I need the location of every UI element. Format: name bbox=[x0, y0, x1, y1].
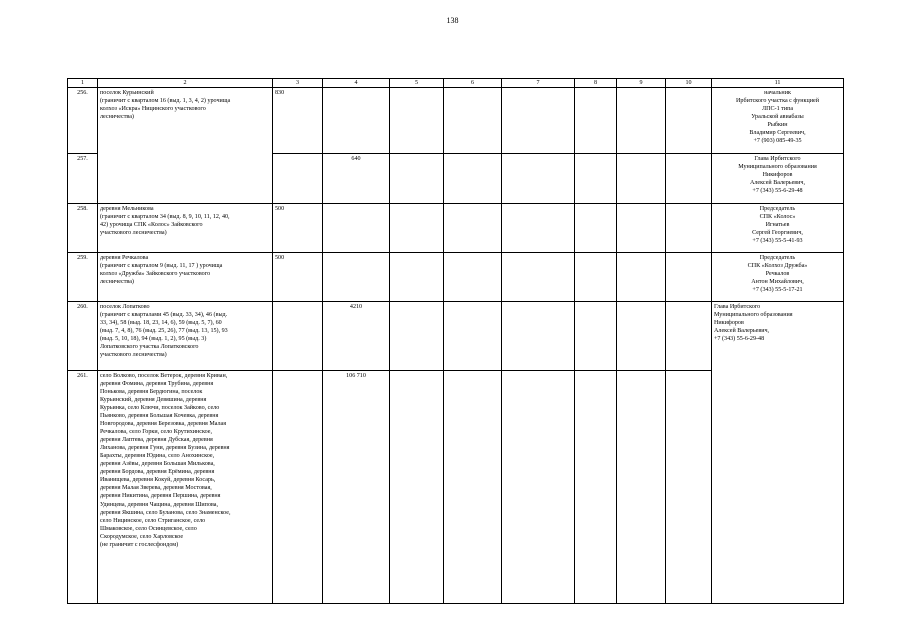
description-line: (граничит с кварталом 34 (выд. 8, 9, 10, 11, 12, 40, bbox=[100, 214, 230, 221]
empty-cell-col-7 bbox=[502, 88, 575, 154]
column-header: 8 bbox=[575, 79, 617, 88]
responsible-contact bbox=[712, 154, 844, 204]
description-line: Лопатковского участка Лопатковского bbox=[100, 344, 199, 351]
empty-cell-col-10 bbox=[666, 371, 712, 604]
contact-line: +7 (903) 085-49-35 bbox=[753, 138, 802, 145]
table-row bbox=[68, 302, 844, 371]
settlement-description bbox=[98, 302, 273, 371]
responsible-contact bbox=[712, 204, 844, 253]
contact-line: Никифоров bbox=[714, 320, 744, 327]
description-line: деревня Речкалова bbox=[100, 255, 149, 261]
empty-cell-col-9 bbox=[617, 302, 666, 371]
description-line: участкового лесничества) bbox=[100, 230, 167, 237]
contact-line: Председатель bbox=[759, 255, 796, 261]
description-line: Понькова, деревня Бердюгина, поселок bbox=[100, 389, 203, 396]
table-row bbox=[68, 204, 844, 253]
column-header: 4 bbox=[323, 79, 390, 88]
contact-line: Никифоров bbox=[762, 172, 793, 179]
value-column-4: 106 710 bbox=[323, 371, 390, 604]
row-number: 261. bbox=[68, 371, 98, 604]
contact-line: ЛПС-1 типа bbox=[761, 106, 794, 113]
description-line: колхоз «Дружба» Зайковского участкового bbox=[100, 271, 211, 278]
description-line: (граничит с кварталом 9 (выд. 11, 17 ) урочища bbox=[100, 263, 223, 270]
description-line: деревня Малая Зверева, деревня Мостовая, bbox=[100, 485, 212, 492]
description-line: деревня Азёвы, деревня Большая Милькова, bbox=[100, 461, 215, 468]
settlement-description bbox=[98, 204, 273, 253]
description-line: деревня Фомина, деревня Трубина, деревня bbox=[100, 381, 214, 388]
empty-cell-col-8 bbox=[575, 253, 617, 302]
value-column-3: 830 bbox=[273, 88, 323, 154]
empty-cell-col-6 bbox=[444, 371, 502, 604]
description-line: (выд. 5, 10, 18), 94 (выд. 1, 2), 95 (выд. 3) bbox=[100, 336, 207, 343]
empty-cell-col-10 bbox=[666, 204, 712, 253]
column-header: 11 bbox=[712, 79, 844, 88]
empty-cell-col-10 bbox=[666, 88, 712, 154]
empty-cell-col-6 bbox=[444, 154, 502, 204]
description-line: деревня Якшина, село Буланова, село Знаменское, bbox=[100, 509, 231, 516]
column-header: 6 bbox=[444, 79, 502, 88]
description-line: деревня Мельникова bbox=[100, 206, 154, 212]
description-line: Иванищева, деревня Кокуй, деревня Косарь, bbox=[100, 477, 216, 484]
contact-line: Уральской авиабазы bbox=[751, 114, 804, 121]
empty-cell-col-8 bbox=[575, 371, 617, 604]
description-line: (выд. 7, 4, 8), 76 (выд. 25, 26), 77 (выд. 13, 15), 93 bbox=[100, 328, 228, 335]
settlement-description bbox=[98, 253, 273, 302]
description-line: Курьинка, село Ключи, поселок Зайково, село bbox=[100, 405, 220, 412]
contact-line: Председатель bbox=[759, 206, 796, 212]
contact-line: Антон Михайлович, bbox=[751, 279, 804, 286]
description-line: лесничества) bbox=[100, 279, 134, 286]
column-header: 1 bbox=[68, 79, 98, 88]
contact-line: +7 (343) 55-6-29-48 bbox=[752, 188, 803, 195]
value-column-4 bbox=[323, 204, 390, 253]
contact-line: Муниципального образования bbox=[738, 164, 817, 171]
empty-cell-col-9 bbox=[617, 88, 666, 154]
contact-line: +7 (343) 55-6-29-48 bbox=[714, 336, 765, 343]
description-line: участкового лесничества) bbox=[100, 352, 167, 359]
value-column-4 bbox=[323, 253, 390, 302]
row-number: 256. bbox=[68, 88, 98, 154]
empty-cell-col-9 bbox=[617, 154, 666, 204]
header-row bbox=[68, 79, 844, 88]
empty-cell-col-5 bbox=[390, 302, 444, 371]
contact-line: Глава Ирбитского bbox=[754, 156, 801, 162]
empty-cell-col-6 bbox=[444, 302, 502, 371]
empty-cell-col-7 bbox=[502, 371, 575, 604]
description-line: колхоз «Искра» Ницинского участкового bbox=[100, 106, 206, 113]
description-line: Шмаковское, село Осинцевское, село bbox=[100, 525, 197, 532]
description-line: Скородумское, село Харловское bbox=[100, 533, 184, 540]
empty-cell-col-5 bbox=[390, 371, 444, 604]
description-line: (граничит с кварталами 45 (выд. 33, 34), 46 (выд. bbox=[100, 312, 228, 319]
settlement-description bbox=[98, 88, 273, 204]
table-row bbox=[68, 253, 844, 302]
description-line: 42) урочища СПК «Колос» Зайковского bbox=[100, 222, 203, 229]
value-column-4: 4210 bbox=[323, 302, 390, 371]
description-line: Удинцева, деревня Чащина, деревня Шипова, bbox=[100, 501, 219, 508]
column-header: 9 bbox=[617, 79, 666, 88]
empty-cell-col-8 bbox=[575, 204, 617, 253]
description-line: (граничит с кварталом 16 (выд. 1, 3, 4, 2) урочища bbox=[100, 98, 231, 105]
empty-cell-col-10 bbox=[666, 253, 712, 302]
contact-line: Ирбитского участка с функцией bbox=[736, 98, 819, 105]
column-header: 3 bbox=[273, 79, 323, 88]
contact-line: +7 (343) 55-5-41-93 bbox=[752, 238, 803, 245]
row-number: 259. bbox=[68, 253, 98, 302]
description-line: Речкалова, село Горки, село Крутихинское, bbox=[100, 429, 213, 436]
empty-cell-col-5 bbox=[390, 154, 444, 204]
empty-cell-col-7 bbox=[502, 253, 575, 302]
empty-cell-col-7 bbox=[502, 154, 575, 204]
responsible-contact bbox=[712, 88, 844, 154]
description-line: Барахты, деревня Юдина, село Анохинское, bbox=[100, 453, 215, 460]
fire-protection-table bbox=[67, 78, 844, 604]
empty-cell-col-7 bbox=[502, 302, 575, 371]
page-number: 138 bbox=[446, 16, 459, 25]
value-column-3 bbox=[273, 371, 323, 604]
row-number: 260. bbox=[68, 302, 98, 371]
empty-cell-col-6 bbox=[444, 88, 502, 154]
empty-cell-col-9 bbox=[617, 253, 666, 302]
empty-cell-col-9 bbox=[617, 204, 666, 253]
contact-line: СПК «Колос» bbox=[759, 214, 796, 221]
row-number: 257. bbox=[68, 154, 98, 204]
contact-line: Речкалов bbox=[765, 271, 790, 278]
responsible-contact bbox=[712, 302, 844, 604]
description-line: деревня Бордова, деревня Ерёмина, деревня bbox=[100, 469, 215, 476]
empty-cell-col-5 bbox=[390, 253, 444, 302]
description-line: лесничества) bbox=[100, 114, 134, 121]
contact-line: Игнатьев bbox=[765, 222, 790, 229]
empty-cell-col-5 bbox=[390, 88, 444, 154]
contact-line: Муниципального образования bbox=[714, 312, 793, 319]
value-column-4: 640 bbox=[323, 154, 390, 204]
contact-line: Сергей Георгиевич, bbox=[752, 230, 803, 237]
column-header: 2 bbox=[98, 79, 273, 88]
value-column-3 bbox=[273, 302, 323, 371]
description-line: Курьинский, деревня Девяшина, деревня bbox=[100, 397, 207, 404]
contact-line: Владимир Сергеевич, bbox=[749, 130, 806, 137]
description-line: село Ницинское, село Стриганское, село bbox=[100, 517, 206, 524]
empty-cell-col-7 bbox=[502, 204, 575, 253]
value-column-3: 500 bbox=[273, 204, 323, 253]
responsible-contact bbox=[712, 253, 844, 302]
description-line: (не граничит с гослесфондом) bbox=[100, 541, 179, 548]
description-line: село Волково, поселок Ветерок, деревня Криван, bbox=[100, 373, 228, 379]
table-row bbox=[68, 88, 844, 154]
empty-cell-col-6 bbox=[444, 204, 502, 253]
description-line: Лиханова, деревня Гуни, деревня Бузина, деревня bbox=[100, 445, 230, 452]
column-header: 5 bbox=[390, 79, 444, 88]
empty-cell-col-10 bbox=[666, 302, 712, 371]
value-column-4 bbox=[323, 88, 390, 154]
empty-cell-col-8 bbox=[575, 302, 617, 371]
description-line: деревня Лаптева, деревня Дубская, деревня bbox=[100, 437, 213, 444]
empty-cell-col-9 bbox=[617, 371, 666, 604]
contact-line: Рыбкин bbox=[767, 122, 788, 129]
contact-line: начальник bbox=[764, 90, 791, 96]
empty-cell-col-10 bbox=[666, 154, 712, 204]
contact-line: Алексей Валерьевич, bbox=[714, 328, 770, 335]
column-header: 7 bbox=[502, 79, 575, 88]
description-line: деревня Никитина, деревня Першина, деревня bbox=[100, 493, 221, 500]
description-line: поселок Курьинский bbox=[100, 90, 154, 96]
value-column-3 bbox=[273, 154, 323, 204]
contact-line: Алексей Валерьевич, bbox=[749, 180, 806, 187]
empty-cell-col-8 bbox=[575, 88, 617, 154]
contact-line: Глава Ирбитского bbox=[714, 304, 761, 310]
value-column-3: 500 bbox=[273, 253, 323, 302]
description-line: поселок Лопатково bbox=[100, 304, 150, 310]
description-line: 33, 34), 58 (выд. 18, 23, 14, 6), 59 (выд. 5, 7), 60 bbox=[100, 320, 222, 327]
contact-line: СПК «Колхоз Дружба» bbox=[747, 263, 808, 270]
empty-cell-col-8 bbox=[575, 154, 617, 204]
description-line: Новгородова, деревня Березовка, деревня Малая bbox=[100, 421, 227, 428]
column-header: 10 bbox=[666, 79, 712, 88]
empty-cell-col-6 bbox=[444, 253, 502, 302]
empty-cell-col-5 bbox=[390, 204, 444, 253]
settlement-description bbox=[98, 371, 273, 604]
contact-line: +7 (343) 55-5-17-21 bbox=[752, 287, 803, 294]
description-line: Пьянково, деревня Большая Кочевка, деревня bbox=[100, 413, 219, 420]
row-number: 258. bbox=[68, 204, 98, 253]
